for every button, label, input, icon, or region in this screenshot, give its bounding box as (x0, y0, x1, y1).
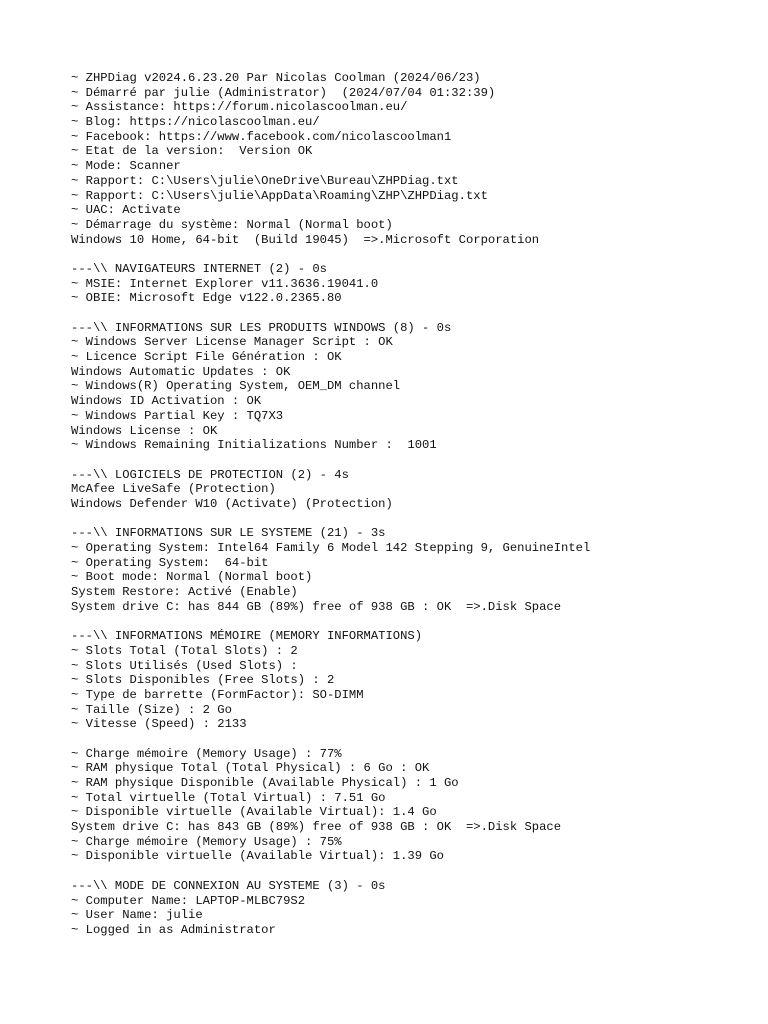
report-line: ~ Slots Utilisés (Used Slots) : (71, 658, 298, 673)
report-line: ~ Boot mode: Normal (Normal boot) (71, 570, 313, 585)
report-line: ---\\ INFORMATIONS MÉMOIRE (MEMORY INFORMATIONS) (71, 629, 423, 644)
report-line: System drive C: has 843 GB (89%) free of 938 GB : OK =>.Disk Space (71, 820, 562, 835)
report-line: ~ Windows Partial Key : TQ7X3 (71, 408, 284, 423)
report-line: ---\\ INFORMATIONS SUR LE SYSTEME (21) - 3s (71, 526, 386, 541)
report-line: ~ Type de barrette (FormFactor): SO-DIMM (71, 687, 364, 702)
report-line: ~ Rapport: C:\Users\julie\OneDrive\Bureau\ZHPDiag.txt (71, 173, 459, 188)
report-line: Windows 10 Home, 64-bit (Build 19045) =>.Microsoft Corporation (71, 232, 540, 247)
report-line: ~ RAM physique Disponible (Available Physical) : 1 Go (71, 776, 459, 790)
report-line: Windows Defender W10 (Activate) (Protection) (71, 496, 393, 511)
report-line: ---\\ LOGICIELS DE PROTECTION (2) - 4s (71, 467, 349, 482)
report-line: ~ Disponible virtuelle (Available Virtual): 1.39 Go (71, 849, 444, 864)
report-line: Windows License : OK (71, 423, 218, 438)
report-line: ~ Slots Total (Total Slots) : 2 (71, 643, 298, 658)
report-line: ~ Rapport: C:\Users\julie\AppData\Roaming\ZHP\ZHPDiag.txt (71, 188, 488, 203)
report-section (71, 629, 751, 732)
report-section (71, 526, 751, 614)
report-line: ~ Logged in as Administrator (71, 922, 276, 937)
report-line: ~ Operating System: 64-bit (71, 555, 269, 570)
report-line: ~ Assistance: https://forum.nicolascoolman.eu/ (71, 100, 408, 115)
report-line: System Restore: Activé (Enable) (71, 585, 298, 600)
report-line: ~ UAC: Activate (71, 203, 181, 218)
report-line: ~ Taille (Size) : 2 Go (71, 702, 232, 717)
report-line: ~ Windows Remaining Initializations Number : 1001 (71, 438, 437, 453)
report-line: ~ Computer Name: LAPTOP-MLBC79S2 (71, 893, 306, 908)
report-line: ~ MSIE: Internet Explorer v11.3636.19041.0 (71, 276, 379, 291)
report-section (71, 321, 751, 453)
report-line: ~ Charge mémoire (Memory Usage) : 75% (71, 834, 342, 849)
report-line: ~ Slots Disponibles (Free Slots) : 2 (71, 673, 335, 688)
report-line: ~ Vitesse (Speed) : 2133 (71, 717, 247, 732)
report-line: System drive C: has 844 GB (89%) free of 938 GB : OK =>.Disk Space (71, 599, 562, 614)
report-line: ~ ZHPDiag v2024.6.23.20 Par Nicolas Coolman (2024/06/23) (71, 71, 481, 85)
report-line: ~ Windows Server License Manager Script : OK (71, 335, 393, 350)
report-line: Windows ID Activation : OK (71, 394, 262, 409)
report-line: ~ User Name: julie (71, 908, 203, 923)
report-line: ~ Mode: Scanner (71, 159, 181, 174)
report-line: ~ Operating System: Intel64 Family 6 Model 142 Stepping 9, GenuineIntel (71, 541, 591, 555)
report-line: ~ Démarré par julie (Administrator) (2024/07/04 01:32:39) (71, 85, 496, 100)
report-line: ~ Blog: https://nicolascoolman.eu/ (71, 115, 320, 130)
report-line: ---\\ NAVIGATEURS INTERNET (2) - 0s (71, 261, 327, 276)
report-section (71, 262, 751, 306)
report-line: ~ Windows(R) Operating System, OEM_DM channel (71, 379, 401, 394)
report-line: ~ Facebook: https://www.facebook.com/nicolascoolman1 (71, 129, 452, 144)
report-line: ~ Démarrage du système: Normal (Normal boot) (71, 217, 393, 232)
report-section (71, 468, 751, 512)
report-line: Windows Automatic Updates : OK (71, 364, 291, 379)
report-line: ~ Disponible virtuelle (Available Virtual): 1.4 Go (71, 805, 437, 820)
report-line: ---\\ INFORMATIONS SUR LES PRODUITS WINDOWS (8) - 0s (71, 320, 452, 335)
report-line: ~ OBIE: Microsoft Edge v122.0.2365.80 (71, 291, 342, 306)
report-line: ~ Licence Script File Génération : OK (71, 350, 342, 365)
report-line: ~ RAM physique Total (Total Physical) : 6 Go : OK (71, 761, 430, 776)
report-section (71, 879, 751, 938)
report-line: ~ Total virtuelle (Total Virtual) : 7.51 Go (71, 790, 386, 805)
report-line: McAfee LiveSafe (Protection) (71, 482, 276, 497)
report-line: ---\\ MODE DE CONNEXION AU SYSTEME (3) - 0s (71, 878, 386, 893)
report-document (71, 71, 751, 938)
report-line: ~ Charge mémoire (Memory Usage) : 77% (71, 746, 342, 761)
report-section (71, 71, 751, 247)
report-line: ~ Etat de la version: Version OK (71, 144, 313, 159)
report-section (71, 747, 751, 865)
